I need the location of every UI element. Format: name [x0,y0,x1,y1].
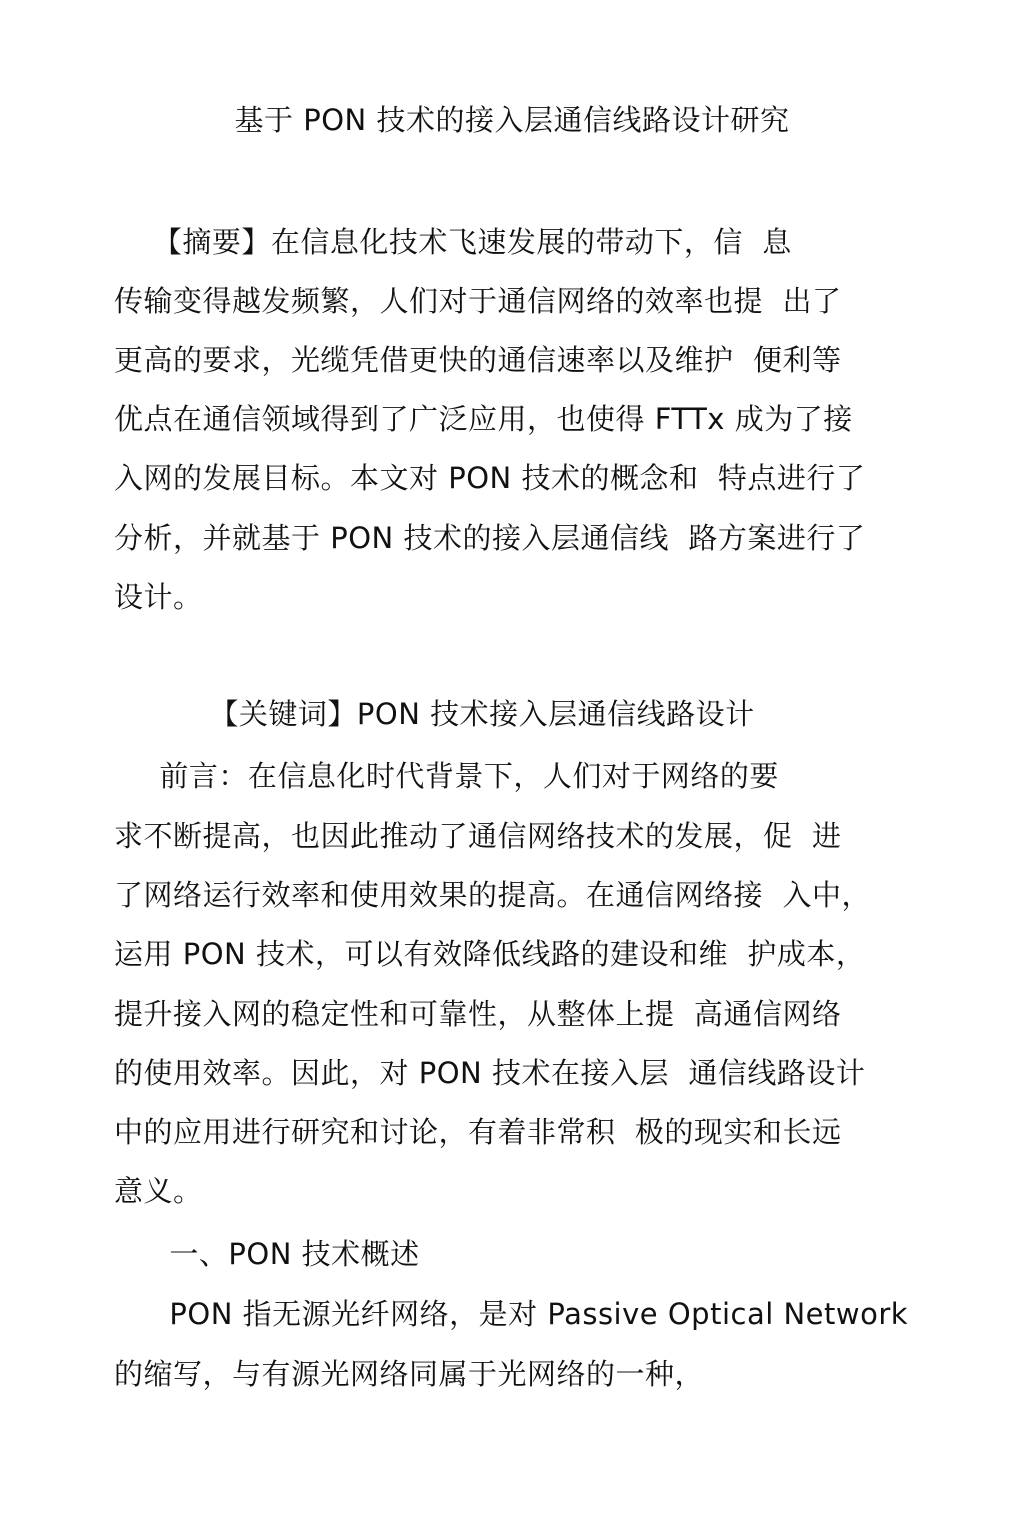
abstract-line: 优点在通信领域得到了广泛应用，也使得 FTTx 成为了接 [114,402,853,436]
abstract-line: 分析，并就基于 PON 技术的接入层通信线 路方案进行了 [114,521,866,555]
abstract-line: 传输变得越发频繁，人们对于通信网络的效率也提 出了 [114,284,842,318]
preface-line: 提升接入网的稳定性和可靠性，从整体上提 高通信网络 [114,997,842,1031]
keywords-line: 【关键词】PON 技术接入层通信线路设计 [190,697,755,731]
preface-line: 求不断提高，也因此推动了通信网络技术的发展，促 进 [114,819,842,853]
preface-line: 前言：在信息化时代背景下，人们对于网络的要 [140,759,779,793]
abstract-line: 【摘要】在信息化技术飞速发展的带动下，信 息 [114,225,792,259]
section-heading: 一、PON 技术概述 [150,1237,420,1271]
preface-line: 运用 PON 技术，可以有效降低线路的建设和维 护成本， [114,937,866,971]
preface-line: 了网络运行效率和使用效果的提高。在通信网络接 入中， [114,878,871,912]
abstract-line: 设计。 [114,580,203,614]
abstract-line: 更高的要求，光缆凭借更快的通信速率以及维护 便利等 [114,343,842,377]
preface-line: 的使用效率。因此，对 PON 技术在接入层 通信线路设计 [114,1056,866,1090]
section-line: PON 指无源光纤网络，是对 Passive Optical Network [150,1297,909,1331]
preface-line: 意义。 [114,1174,203,1208]
section-line: 的缩写，与有源光网络同属于光网络的一种， [114,1357,705,1391]
document-title: 基于 PON 技术的接入层通信线路设计研究 [234,103,790,137]
abstract-line: 入网的发展目标。本文对 PON 技术的概念和 特点进行了 [114,461,866,495]
preface-line: 中的应用进行研究和讨论，有着非常积 极的现实和长远 [114,1115,842,1149]
